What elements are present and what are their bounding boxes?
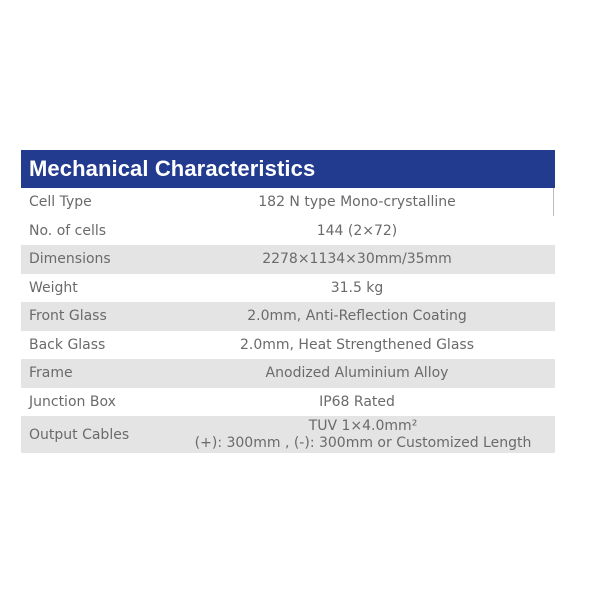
row-label: Frame: [29, 365, 73, 382]
table-row-back-glass: [21, 331, 555, 360]
row-value: Anodized Aluminium Alloy: [265, 365, 449, 382]
table-row-output-cables: [21, 416, 555, 453]
row-value: [181, 418, 555, 452]
row-label: No. of cells: [29, 222, 107, 239]
row-value: 2.0mm, Anti-Reflection Coating: [247, 308, 467, 325]
row-label: Front Glass: [29, 308, 107, 325]
table-row-dimensions: [21, 245, 555, 274]
mechanical-characteristics-table: [21, 150, 555, 453]
table-edge-rule: [553, 188, 554, 216]
table-row-junction-box: [21, 388, 555, 417]
table-row-cell-type: [21, 188, 555, 217]
row-value: 2278×1134×30mm/35mm: [262, 251, 452, 268]
table-title: Mechanical Characteristics: [21, 150, 555, 188]
row-value-line-1: TUV 1×4.0mm²: [308, 417, 418, 434]
row-label: Dimensions: [29, 251, 111, 268]
row-label: Output Cables: [29, 426, 130, 443]
row-value: 144 (2×72): [316, 222, 398, 239]
row-value: 182 N type Mono-crystalline: [258, 194, 456, 211]
table-row-no-of-cells: [21, 217, 555, 246]
row-value-line-2: (+): 300mm , (-): 300mm or Customized Length: [194, 434, 532, 451]
row-value: 2.0mm, Heat Strengthened Glass: [239, 336, 474, 353]
row-label: Weight: [29, 279, 78, 296]
table-row-front-glass: [21, 302, 555, 331]
row-label: Junction Box: [29, 393, 116, 410]
row-label: Back Glass: [29, 336, 106, 353]
table-row-frame: [21, 359, 555, 388]
row-label: Cell Type: [29, 194, 92, 211]
table-row-weight: [21, 274, 555, 303]
row-value: 31.5 kg: [330, 279, 384, 296]
row-value: IP68 Rated: [319, 393, 395, 410]
